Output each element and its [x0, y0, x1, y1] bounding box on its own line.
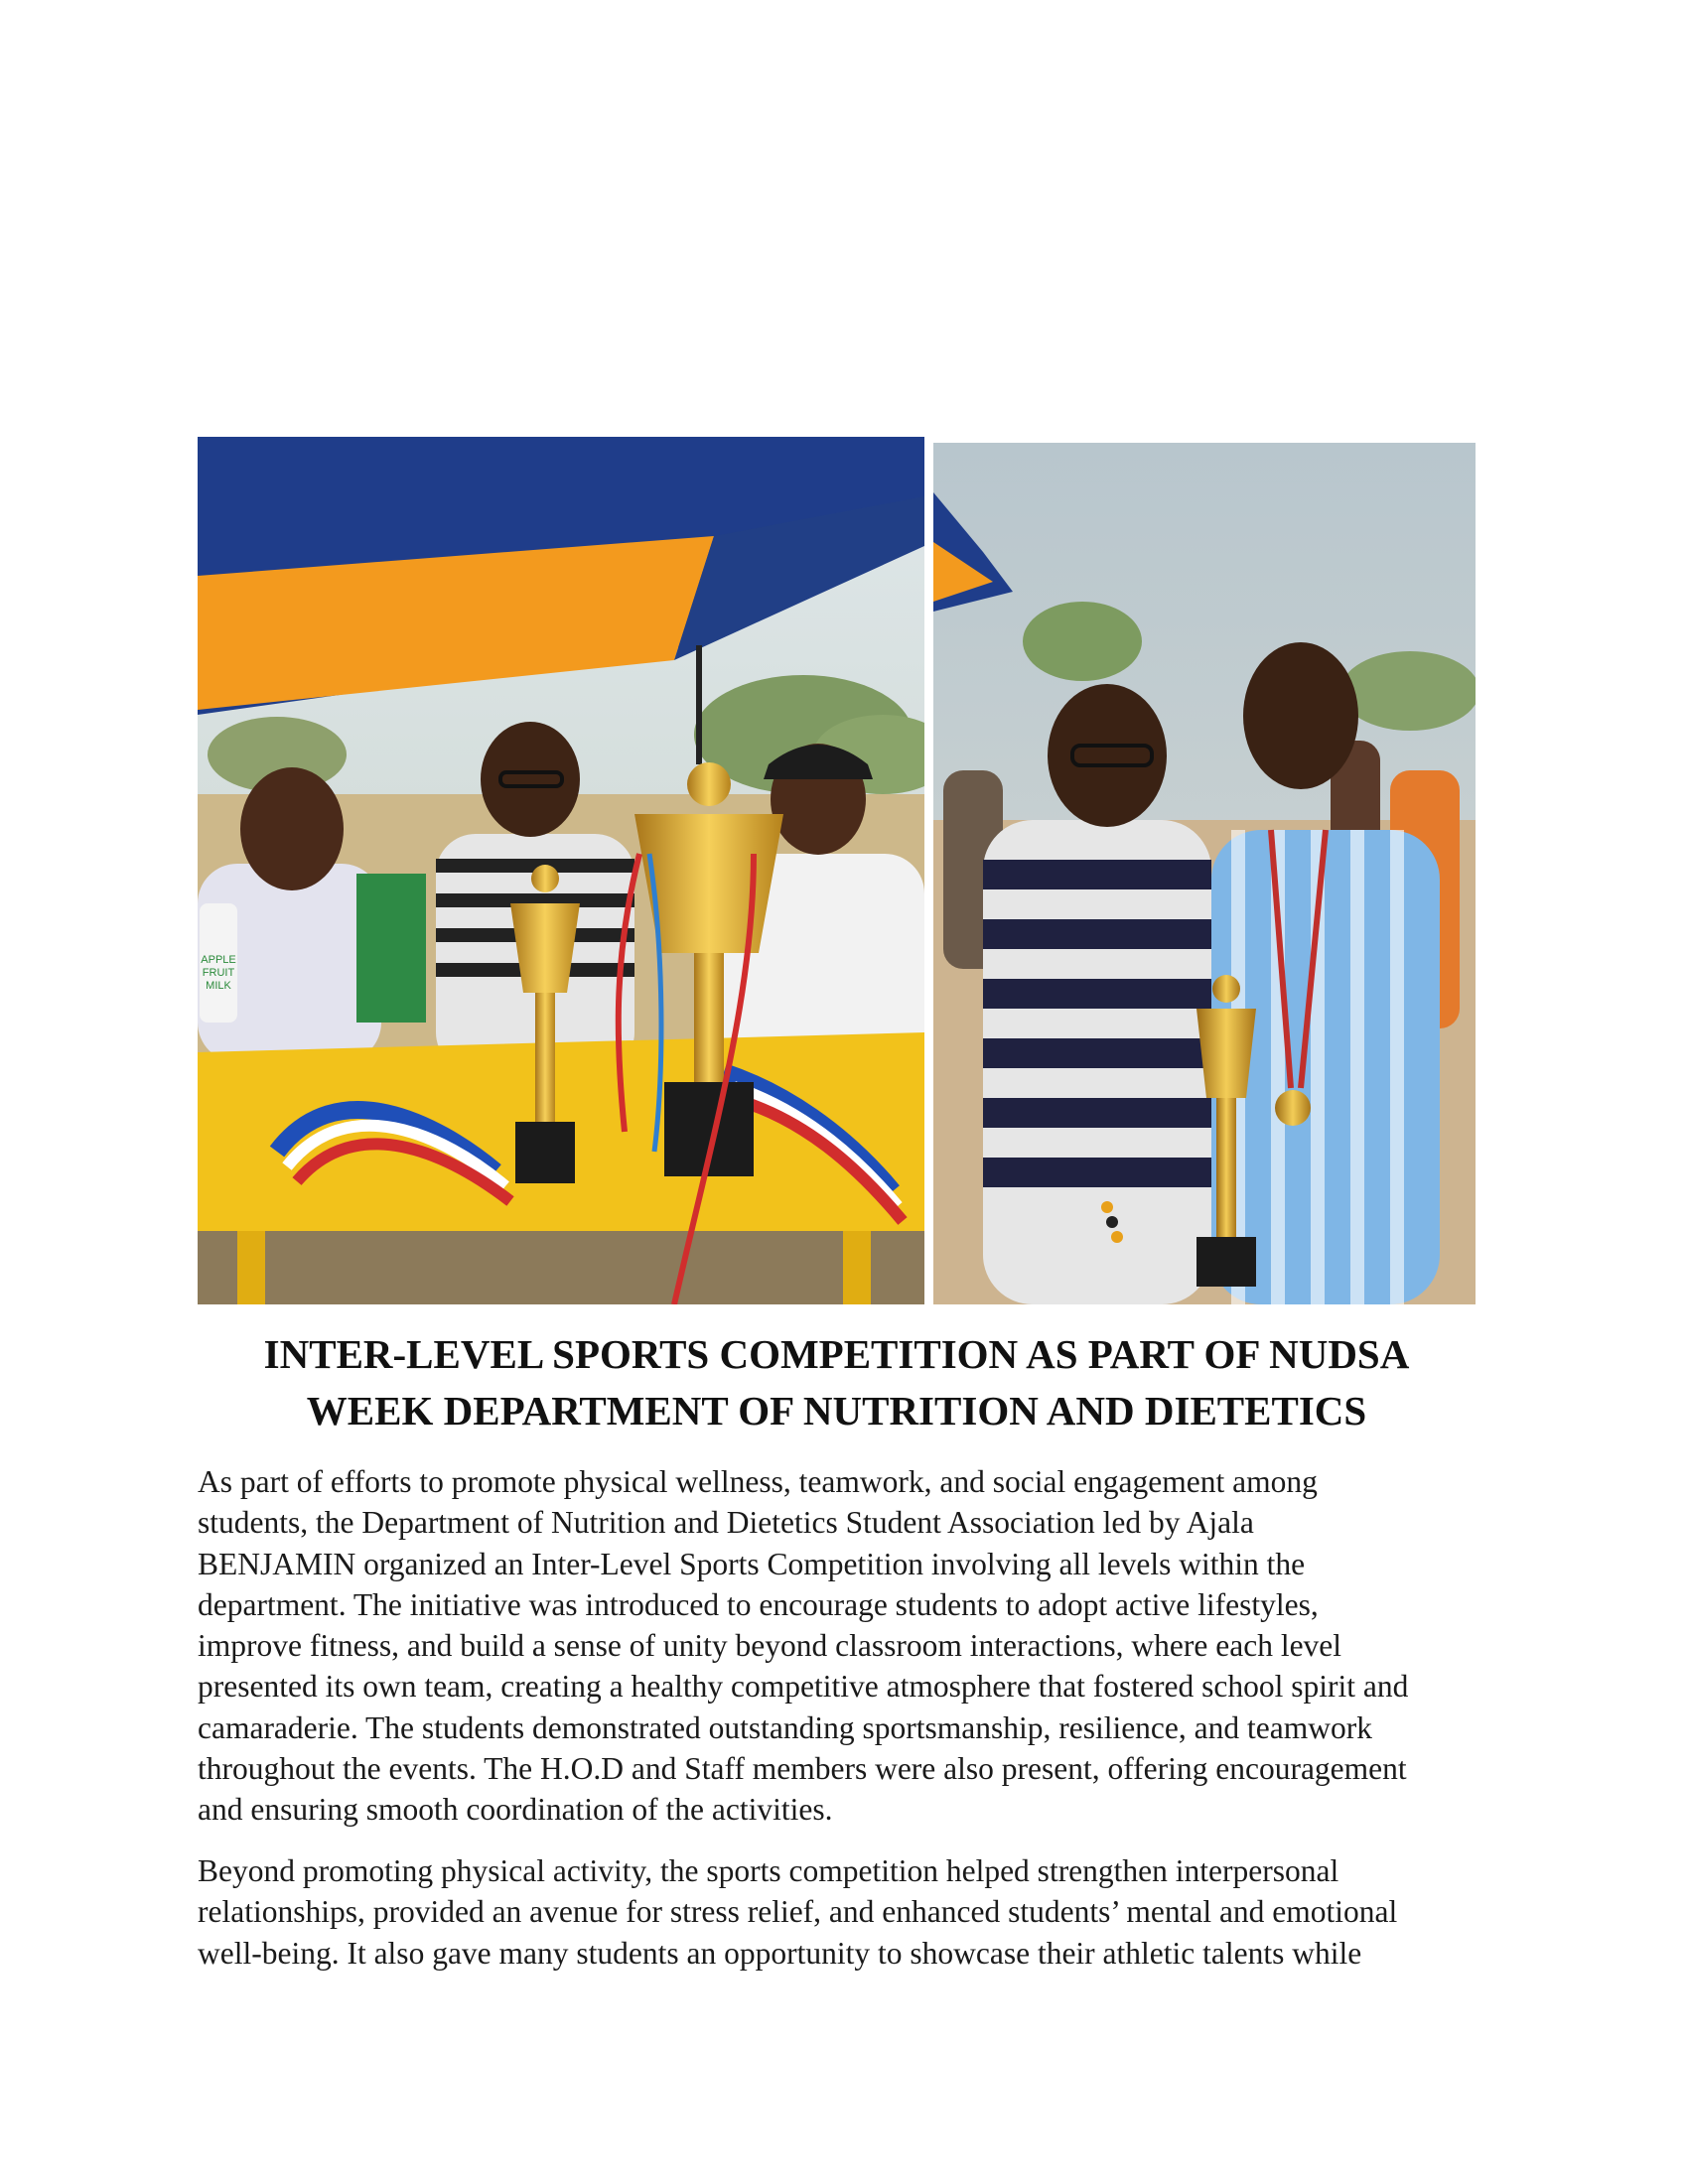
bottle-label-apple: APPLE	[201, 954, 236, 966]
paragraph-1-line: and ensuring smooth coordination of the activities.	[198, 1792, 833, 1828]
event-photo-right	[933, 443, 1476, 1304]
paragraph-2-line: Beyond promoting physical activity, the sports competition helped strengthen interpersonal	[198, 1853, 1339, 1888]
paragraph-1-line: BENJAMIN organized an Inter-Level Sports Competition involving all levels within the	[198, 1546, 1306, 1581]
paragraph-2-line: well-being. It also gave many students an opportunity to showcase their athletic talents while	[198, 1935, 1362, 1971]
paragraph-1-line: department. The initiative was introduced to encourage students to adopt active lifestyles,	[198, 1586, 1319, 1622]
paragraph-1-line: throughout the events. The H.O.D and Staff members were also present, offering encouragement	[198, 1751, 1407, 1787]
paragraph-1-line: students, the Department of Nutrition and Dietetics Student Association led by Ajala	[198, 1505, 1254, 1541]
event-photo-left	[198, 437, 924, 1304]
paragraph-1	[198, 1461, 1488, 1831]
bottle-label-milk: MILK	[206, 980, 231, 992]
paragraph-1-line: presented its own team, creating a healthy competitive atmosphere that fostered school spirit and	[198, 1669, 1409, 1705]
paragraph-1-line: improve fitness, and build a sense of unity beyond classroom interactions, where each level	[198, 1628, 1342, 1664]
award-presentation-photo-icon	[933, 443, 1476, 1304]
article-title-line-1: INTER-LEVEL SPORTS COMPETITION AS PART OF NUDSA	[263, 1331, 1410, 1377]
trophies-table-photo-icon	[198, 437, 924, 1304]
bottle-label-fruit: FRUIT	[202, 967, 235, 979]
paragraph-2	[198, 1850, 1488, 1974]
paragraph-1-line: As part of efforts to promote physical wellness, teamwork, and social engagement among	[198, 1464, 1318, 1499]
paragraph-2-line: relationships, provided an avenue for stress relief, and enhanced students’ mental and emotional	[198, 1894, 1398, 1930]
paragraph-1-line: camaraderie. The students demonstrated outstanding sportsmanship, resilience, and teamwork	[198, 1709, 1372, 1745]
article-title-line-2: WEEK DEPARTMENT OF NUTRITION AND DIETETICS	[306, 1388, 1367, 1433]
article-title	[198, 1326, 1476, 1439]
